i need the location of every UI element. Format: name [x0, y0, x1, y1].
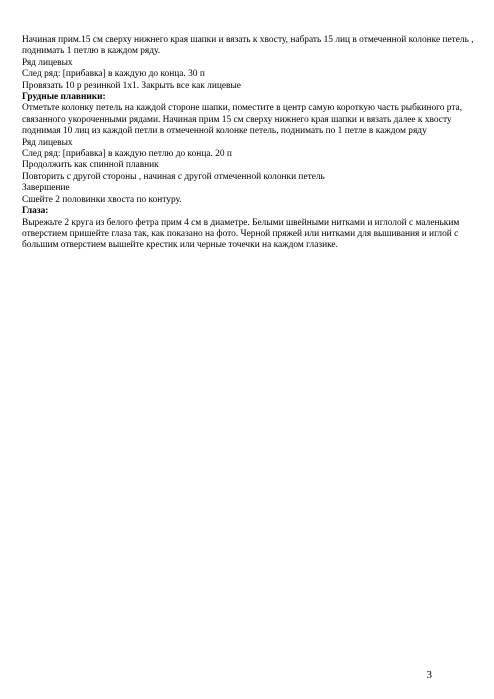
paragraph-knit-row-2: Ряд лицевых	[22, 137, 73, 148]
paragraph-repeat-other-side: Повторить с другой стороны , начиная с другой отмеченной колонки петель	[22, 171, 325, 182]
paragraph-rib-and-bind-off: Провязать 10 р резинкой 1х1. Закрыть все как лицевые	[22, 80, 241, 91]
paragraph-increase-row-2: След ряд: [прибавка] в каждую петлю до конца. 20 п	[22, 149, 232, 160]
paragraph-sew-tail: Сшейте 2 половинки хвоста по контуру.	[22, 194, 182, 205]
paragraph-mark-stitch-column: Отметьте колонку петель на каждой стороне шапки, поместите в центр самую короткую часть рыбкиного рта, связанного укороченными рядами. Начиная прим 15 см сверху нижнего края шапки и вязать далее к хвосту поднимая 10 лиц из каждой петли в отмеченной колонке петель, поднимать по 1 петле в каждом ряду	[22, 103, 463, 137]
paragraph-pick-up-stitches: Начиная прим.15 см сверху нижнего края шапки и вязать к хвосту, набрать 15 лиц в отмеченной колонке петель , поднимать 1 петлю в каждом ряду.	[22, 35, 474, 57]
document-body	[22, 35, 474, 252]
paragraph-finishing: Завершение	[22, 183, 70, 194]
page-number: 3	[426, 669, 432, 681]
paragraph-eyes-instructions: Вырежьте 2 круга из белого фетра прим 4 см в диаметре. Белыми швейными нитками и иглолой с маленьким отверстием пришейте глаза так, как показано на фото. Черной пряжей или нитками для вышивания и иглой с большим отверстием вышейте крестик или черные точечки на каждом глазике.	[22, 217, 460, 251]
heading-pectoral-fins: Грудные плавники:	[22, 92, 106, 103]
heading-eyes: Глаза:	[22, 206, 49, 217]
paragraph-knit-row: Ряд лицевых	[22, 57, 73, 68]
paragraph-increase-row: След ряд: [прибавка] в каждую до конца. 30 п	[22, 69, 205, 80]
paragraph-continue-as-dorsal-fin: Продолжить как спинной плавник	[22, 160, 159, 171]
